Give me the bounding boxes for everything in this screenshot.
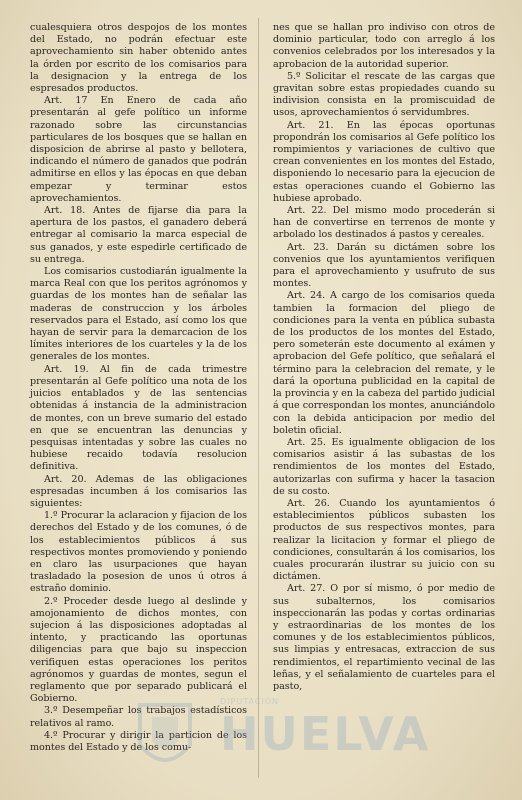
paragraph: Art. 24. A cargo de los comisarios queda tambien la formacion del pliego de condiciones para la venta en pública subasta de los productos de los montes del Estado, pero someterán este documento al exámen y aprobacion del Gefe político, que señalará el término para la celebracion del remate, y le dará la oportuna publicidad en la capital de la provincia y en la cabeza del partido judicial á que correspondan los montes, anunciándolo con la debida anticipacion por medio del boletin oficial. <box>273 290 495 436</box>
paragraph: Art. 26. Cuando los ayuntamientos ó establecimientos públicos subasten los productos de sus respectivos montes, para realizar la licitacion y formar el pliego de condiciones, consultarán á los comisarios, los cuales procurarán ilustrar su juicio con su dictámen. <box>273 497 495 583</box>
paragraph: 4.º Procurar y dirigir la particion de los montes del Estado y de los comu- <box>30 729 247 753</box>
paragraph: Art. 18. Antes de fijarse dia para la apertura de los pastos, el ganadero deberá entregar al comisario la marca especial de sus ganados, y este espedirle certificado de su entrega. <box>30 205 247 265</box>
paragraph: 3.º Desempeñar los trabajos estadísticos relativos al ramo. <box>30 705 247 729</box>
paragraph: 2.º Proceder desde luego al deslinde y amojonamiento de dichos montes, con sujecion á las disposiciones adoptadas al intento, y practicando las oportunas diligencias para que bajo su inspeccion verifiquen estas operaciones los peritos agrónomos y guardas de montes, segun el reglamento que por separado publicará el Gobierno. <box>30 595 247 705</box>
paragraph: 1.º Procurar la aclaracion y fijacion de los derechos del Estado y de los comunes, ó de los establecimientos públicos á sus respectivos montes promoviendo y poniendo en claro las usurpaciones que hayan trasladado la posesion de unos ú otros á estraño dominio. <box>30 510 247 595</box>
paragraph: Art. 20. Ademas de las obligaciones espresadas incumben á los comisarios las siguientes: <box>30 473 247 509</box>
paragraph: cualesquiera otros despojos de los montes del Estado, no podrán efectuar este aprovechamiento sin haber obtenido antes la órden por escrito de los comisarios para la designacion y la entrega de los espresados productos. <box>30 22 247 95</box>
watermark-logo <box>120 695 431 785</box>
paragraph: Art. 19. Al fin de cada trimestre presentarán al Gefe político una nota de los juicios entablados y de las sentencias obtenidas á instancia de la administracion de montes, con un breve sumario del estado en que se encuentran las denuncias y pesquisas intentadas y sobre las cuales no hubiese recaido todavía resolucion definitiva. <box>30 363 247 473</box>
paragraph: Los comisarios custodiarán igualmente la marca Real con que los peritos agrónomos y guardas de los montes han de señalar las maderas de construccion y los árboles reservados para el Estado, así como los que hayan de servir para la demarcacion de los límites interiores de los cuarteles y la de los generales de los montes. <box>30 266 247 363</box>
paragraph: Art. 23. Darán su dictámen sobre los convenios que los ayuntamientos verifiquen para el aprovechamiento y usufruto de sus montes. <box>273 241 495 290</box>
paragraph: Art. 27. O por sí mismo, ó por medio de sus subalternos, los comisarios inspeccionarán las podas y cortas ordinarias y estraordinarias de los montes de los comunes y de los establecimientos públicos, sus limpias y entresacas, extraccion de sus rendimientos, el repartimiento vecinal de las leñas, y el señalamiento de cuarteles para el pasto, <box>273 583 495 692</box>
paragraph: Art. 17 En Enero de cada año presentarán al gefe político un informe razonado sobre las circunstancias particulares de los bosques que se hallan en disposicion de abrirse al pasto y bellotera, indicando el número de ganados que podrán admitirse en ellos y las épocas en que deban empezar y terminar estos aprovechamientos. <box>30 95 247 204</box>
right-text-column <box>273 22 495 693</box>
left-text-column <box>30 22 247 754</box>
paragraph: Art. 21. En las épocas oportunas propondrán los comisarios al Gefe político los rompimientos y variaciones de cultivo que crean convenientes en los montes del Estado, disponiendo lo necesario para la ejecucion de estas operaciones cuando el Gobierno las hubiese aprobado. <box>273 119 495 204</box>
watermark-text: HUELVA <box>220 707 431 761</box>
paragraph: nes que se hallan pro indiviso con otros de dominio particular, todo con arreglo á los convenios celebrados por los interesados y la aprobacion de la autoridad superior. <box>273 22 495 70</box>
watermark-small-text: DIPUTACIÓN <box>220 697 280 706</box>
paragraph: Art. 22. Del mismo modo procederán si han de convertirse en terrenos de monte y arbolado los destinados á pastos y cereales. <box>273 205 495 241</box>
paragraph: Art. 25. Es igualmente obligacion de los comisarios asistir á las subastas de los rendimientos de los montes del Estado, autorizarlas con sufirma y hacer la tasacion de su costo. <box>273 436 495 497</box>
paragraph: 5.º Solicitar el rescate de las cargas que gravitan sobre estas propiedades cuando su indivision consista en la promiscuidad de usos, aprovechamientos ó servidumbres. <box>273 70 495 119</box>
crest-icon <box>120 695 210 785</box>
column-divider <box>258 18 259 778</box>
